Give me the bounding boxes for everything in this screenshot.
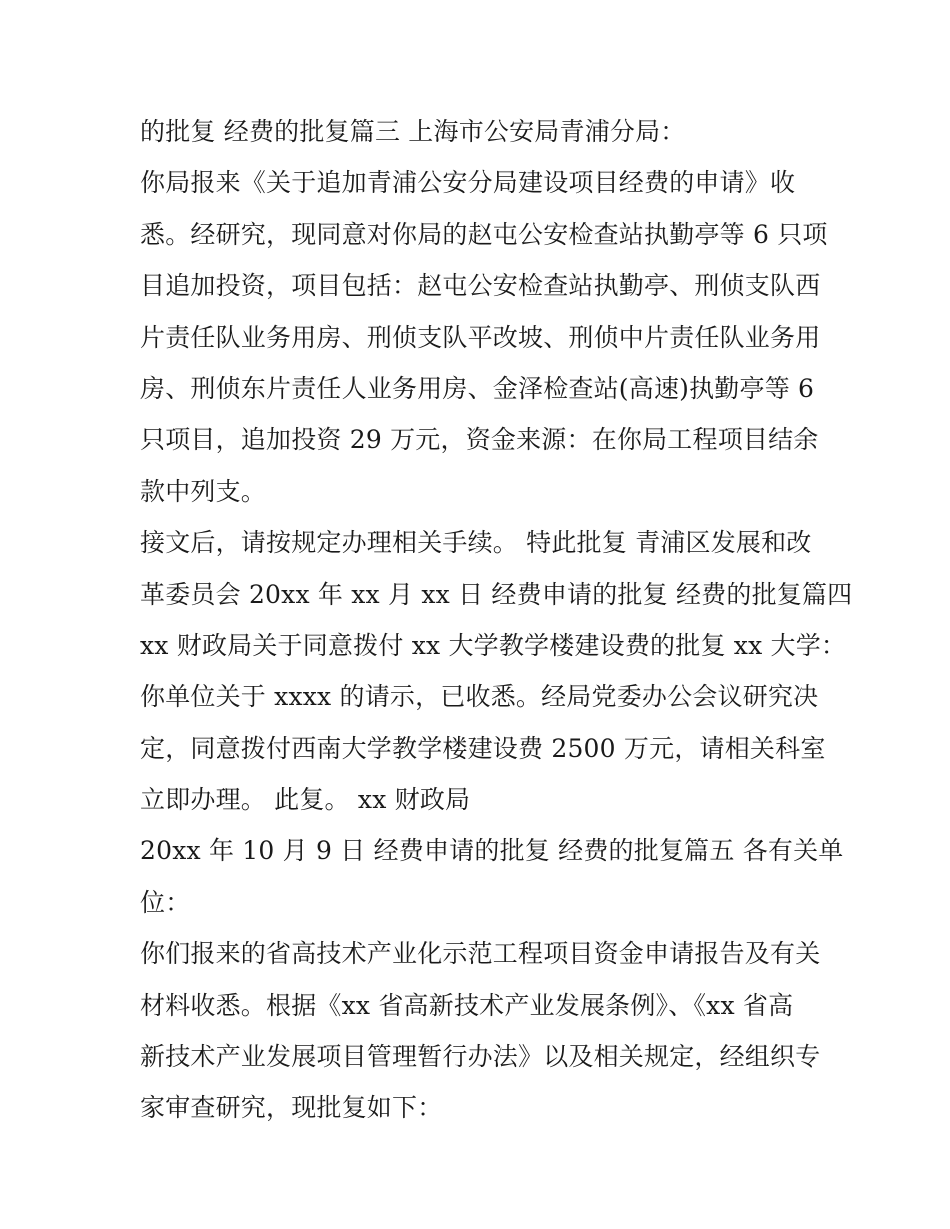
text-line: 你们报来的省高技术产业化示范工程项目资金申请报告及有关 xyxy=(140,939,821,969)
text-line: 新技术产业发展项目管理暂行办法》以及相关规定，经组织专 xyxy=(140,1042,821,1072)
text-line: 只项目，追加投资 29 万元，资金来源：在你局工程项目结余 xyxy=(140,425,819,455)
text-line: 你局报来《关于追加青浦公安分局建设项目经费的申请》收 xyxy=(140,168,796,198)
text-line: 材料收悉。根据《xx 省高新技术产业发展条例》、《xx 省高 xyxy=(140,990,794,1020)
text-line: 20xx 年 10 月 9 日 经费申请的批复 经费的批复篇五 各有关单 xyxy=(140,836,844,866)
text-line: 立即办理。 此复。 xx 财政局 xyxy=(140,785,471,815)
text-line: 目追加投资，项目包括：赵屯公安检查站执勤亭、刑侦支队西 xyxy=(140,271,821,301)
text-line: 你单位关于 xxxx 的请示，已收悉。经局党委办公会议研究决 xyxy=(140,682,819,712)
text-line: 定，同意拨付西南大学教学楼建设费 2500 万元，请相关科室 xyxy=(140,733,826,763)
text-line: 家审查研究，现批复如下： xyxy=(140,1093,443,1123)
text-line: 革委员会 20xx 年 xx 月 xx 日 经费申请的批复 经费的批复篇四 xyxy=(140,579,853,609)
text-line: 房、刑侦东片责任人业务用房、金泽检查站(高速)执勤亭等 6 xyxy=(140,373,815,403)
document-body xyxy=(140,106,853,1134)
text-line: 位： xyxy=(140,887,191,917)
text-line: xx 财政局关于同意拨付 xx 大学教学楼建设费的批复 xx 大学： xyxy=(140,630,847,660)
text-line: 款中列支。 xyxy=(140,476,267,506)
text-line: 的批复 经费的批复篇三 上海市公安局青浦分局： xyxy=(140,117,686,146)
text-line: 片责任队业务用房、刑侦支队平改坡、刑侦中片责任队业务用 xyxy=(140,322,821,352)
text-line: 悉。经研究，现同意对你局的赵屯公安检查站执勤亭等 6 只项 xyxy=(140,219,828,249)
text-line: 接文后，请按规定办理相关手续。 特此批复 青浦区发展和改 xyxy=(140,528,812,558)
